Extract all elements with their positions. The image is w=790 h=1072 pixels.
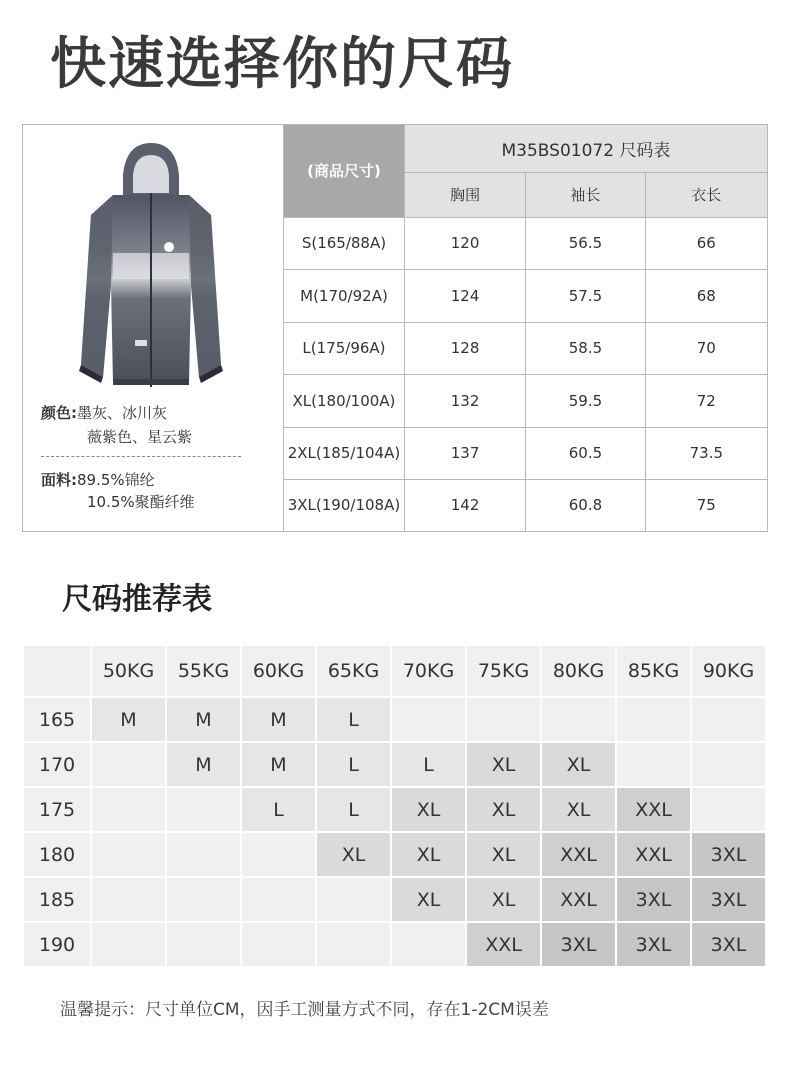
recommended-size-cell xyxy=(242,833,315,876)
recommended-size-cell xyxy=(542,698,615,741)
height-row xyxy=(24,743,765,786)
size-label: 2XL(185/104A) xyxy=(284,427,405,479)
sleeve-value: 60.5 xyxy=(526,427,645,479)
recommended-size-cell: L xyxy=(317,743,390,786)
recommended-size-cell: M xyxy=(242,743,315,786)
table-row xyxy=(284,322,768,374)
page-title: 快速选择你的尺码 xyxy=(50,32,514,97)
recommended-size-cell: XL xyxy=(467,788,540,831)
sleeve-value: 58.5 xyxy=(526,322,645,374)
table-row xyxy=(284,479,768,531)
recommended-size-cell xyxy=(167,833,240,876)
chest-value: 128 xyxy=(404,322,525,374)
size-label: L(175/96A) xyxy=(284,322,405,374)
column-header: 胸围 xyxy=(404,172,525,217)
recommended-size-cell xyxy=(692,788,765,831)
sleeve-value: 59.5 xyxy=(526,374,645,427)
recommended-size-cell xyxy=(167,923,240,966)
height-label: 190 xyxy=(24,923,90,966)
weight-header: 70KG xyxy=(392,646,465,696)
height-label: 165 xyxy=(24,698,90,741)
divider xyxy=(41,456,241,457)
chest-value: 120 xyxy=(404,217,525,269)
recommended-size-cell xyxy=(692,698,765,741)
grid-corner xyxy=(24,646,90,696)
recommended-size-cell: L xyxy=(317,788,390,831)
recommended-size-cell xyxy=(92,788,165,831)
weight-header: 55KG xyxy=(167,646,240,696)
recommended-size-cell xyxy=(92,878,165,921)
material-info xyxy=(41,469,155,490)
column-header: 袖长 xyxy=(526,172,645,217)
recommended-size-cell: L xyxy=(392,743,465,786)
recommended-size-cell xyxy=(317,878,390,921)
height-label: 180 xyxy=(24,833,90,876)
sleeve-value: 57.5 xyxy=(526,269,645,322)
product-panel xyxy=(23,125,284,531)
recommended-size-cell: L xyxy=(242,788,315,831)
table-row xyxy=(284,427,768,479)
recommended-size-cell: 3XL xyxy=(692,833,765,876)
recommended-size-cell: 3XL xyxy=(692,878,765,921)
recommended-size-cell: 3XL xyxy=(617,878,690,921)
length-value: 66 xyxy=(645,217,767,269)
table-row xyxy=(284,217,768,269)
sleeve-value: 60.8 xyxy=(526,479,645,531)
table-row xyxy=(284,269,768,322)
size-label: 3XL(190/108A) xyxy=(284,479,405,531)
recommended-size-cell: M xyxy=(167,743,240,786)
color-line2: 薇紫色、星云紫 xyxy=(87,428,193,446)
measurement-note: 温馨提示：尺寸单位CM，因手工测量方式不同，存在1-2CM误差 xyxy=(60,1000,549,1020)
recommended-size-cell: XL xyxy=(467,878,540,921)
size-table-title: M35BS01072 尺码表 xyxy=(404,125,767,172)
size-table-corner: (商品尺寸) xyxy=(284,125,405,217)
recommended-size-cell xyxy=(317,923,390,966)
recommended-size-cell: XL xyxy=(542,788,615,831)
weight-header: 80KG xyxy=(542,646,615,696)
recommended-size-cell: XXL xyxy=(542,878,615,921)
weight-header: 65KG xyxy=(317,646,390,696)
weight-header-row xyxy=(24,646,765,696)
material-line2: 10.5%聚酯纤维 xyxy=(87,493,195,511)
length-value: 72 xyxy=(645,374,767,427)
size-label: M(170/92A) xyxy=(284,269,405,322)
size-chart xyxy=(22,124,768,532)
recommended-size-cell: XXL xyxy=(617,788,690,831)
color-line1: 墨灰、冰川灰 xyxy=(77,404,168,422)
height-row xyxy=(24,698,765,741)
recommended-size-cell xyxy=(617,698,690,741)
size-table xyxy=(283,125,767,531)
recommended-size-cell: XL xyxy=(392,788,465,831)
weight-header: 50KG xyxy=(92,646,165,696)
recommended-size-cell xyxy=(92,923,165,966)
height-label: 185 xyxy=(24,878,90,921)
recommended-size-cell xyxy=(392,923,465,966)
height-row xyxy=(24,878,765,921)
length-value: 68 xyxy=(645,269,767,322)
recommend-grid xyxy=(22,644,767,968)
table-row xyxy=(284,374,768,427)
material-line1: 89.5%锦纶 xyxy=(77,471,155,489)
weight-header: 75KG xyxy=(467,646,540,696)
column-header: 衣长 xyxy=(645,172,767,217)
length-value: 70 xyxy=(645,322,767,374)
weight-header: 60KG xyxy=(242,646,315,696)
recommended-size-cell xyxy=(242,923,315,966)
recommended-size-cell: 3XL xyxy=(617,923,690,966)
recommended-size-cell: 3XL xyxy=(692,923,765,966)
recommended-size-cell xyxy=(92,743,165,786)
recommended-size-cell: 3XL xyxy=(542,923,615,966)
recommended-size-cell: XXL xyxy=(542,833,615,876)
recommended-size-cell: M xyxy=(167,698,240,741)
sleeve-value: 56.5 xyxy=(526,217,645,269)
height-row xyxy=(24,923,765,966)
length-value: 75 xyxy=(645,479,767,531)
height-label: 175 xyxy=(24,788,90,831)
recommended-size-cell xyxy=(92,833,165,876)
recommended-size-cell xyxy=(467,698,540,741)
size-label: S(165/88A) xyxy=(284,217,405,269)
weight-header: 90KG xyxy=(692,646,765,696)
size-label: XL(180/100A) xyxy=(284,374,405,427)
recommended-size-cell: XL xyxy=(317,833,390,876)
recommended-size-cell: XL xyxy=(467,833,540,876)
recommended-size-cell xyxy=(617,743,690,786)
jacket-image xyxy=(51,135,251,397)
chest-value: 132 xyxy=(404,374,525,427)
recommended-size-cell: XL xyxy=(542,743,615,786)
length-value: 73.5 xyxy=(645,427,767,479)
recommended-size-cell: XL xyxy=(467,743,540,786)
chest-value: 142 xyxy=(404,479,525,531)
recommended-size-cell: XXL xyxy=(617,833,690,876)
recommended-size-cell: XXL xyxy=(467,923,540,966)
height-label: 170 xyxy=(24,743,90,786)
height-row xyxy=(24,833,765,876)
recommended-size-cell xyxy=(392,698,465,741)
chest-value: 137 xyxy=(404,427,525,479)
chest-value: 124 xyxy=(404,269,525,322)
recommended-size-cell xyxy=(167,878,240,921)
height-row xyxy=(24,788,765,831)
recommended-size-cell: XL xyxy=(392,833,465,876)
recommended-size-cell xyxy=(167,788,240,831)
recommended-size-cell xyxy=(242,878,315,921)
recommended-size-cell: M xyxy=(92,698,165,741)
color-info xyxy=(41,402,167,423)
recommended-size-cell xyxy=(692,743,765,786)
recommended-size-cell: L xyxy=(317,698,390,741)
recommend-title: 尺码推荐表 xyxy=(62,582,212,617)
material-label: 面料: xyxy=(41,471,77,489)
recommended-size-cell: XL xyxy=(392,878,465,921)
recommended-size-cell: M xyxy=(242,698,315,741)
color-label: 颜色: xyxy=(41,404,77,422)
weight-header: 85KG xyxy=(617,646,690,696)
